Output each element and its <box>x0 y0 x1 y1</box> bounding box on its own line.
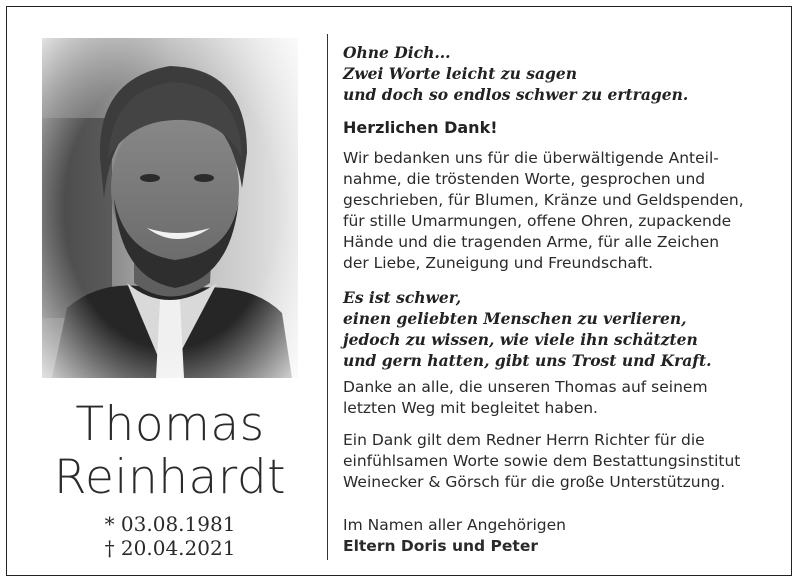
poem-line: und doch so endlos schwer zu ertragen. <box>343 85 689 104</box>
poem-line: jedoch zu wissen, wie viele ihn schätzten <box>343 330 698 349</box>
signature-intro: Im Namen aller Angehörigen <box>343 516 567 534</box>
special-thanks-paragraph <box>343 430 783 493</box>
text-line: Danke an alle, die unseren Thomas auf seinem <box>343 378 708 396</box>
poem-line: Es ist schwer, <box>343 288 462 307</box>
text-line: Weinecker & Görsch für die große Unterstützung. <box>343 473 726 491</box>
text-line: letzten Weg mit begleitet haben. <box>343 399 598 417</box>
poem-line: und gern hatten, gibt uns Trost und Kraft. <box>343 351 712 370</box>
text-line: geschrieben, für Blumen, Kränze und Geldspenden, <box>343 191 744 209</box>
poem-line: Zwei Worte leicht zu sagen <box>343 64 577 83</box>
text-line: für stille Umarmungen, offene Ohren, zupackende <box>343 212 732 230</box>
text-line: nahme, die tröstenden Worte, gesprochen und <box>343 170 706 188</box>
thanks-heading: Herzlichen Dank! <box>343 118 498 137</box>
signature-names: Eltern Doris und Peter <box>343 537 538 555</box>
text-line: Ein Dank gilt dem Redner Herrn Richter für die <box>343 431 705 449</box>
deceased-first-name: Thomas <box>75 397 265 452</box>
poem-line: einen geliebten Menschen zu verlieren, <box>343 309 687 328</box>
portrait-photo <box>42 38 298 378</box>
thanks-paragraph <box>343 148 783 274</box>
text-line: Hände und die tragenden Arme, für alle Zeichen <box>343 233 720 251</box>
birth-date: * 03.08.1981 <box>104 512 236 536</box>
column-divider <box>327 34 328 560</box>
text-line: der Liebe, Zuneigung und Freundschaft. <box>343 254 654 272</box>
thanks-all-paragraph <box>343 377 783 419</box>
opening-poem <box>343 42 783 105</box>
middle-poem <box>343 287 783 371</box>
deceased-last-name: Reinhardt <box>53 450 287 505</box>
text-line: einfühlsamen Worte sowie dem Bestattungsinstitut <box>343 452 741 470</box>
death-date: † 20.04.2021 <box>104 536 236 560</box>
signature <box>343 515 783 557</box>
poem-line: Ohne Dich... <box>343 43 451 62</box>
text-line: Wir bedanken uns für die überwältigende Anteil- <box>343 149 719 167</box>
